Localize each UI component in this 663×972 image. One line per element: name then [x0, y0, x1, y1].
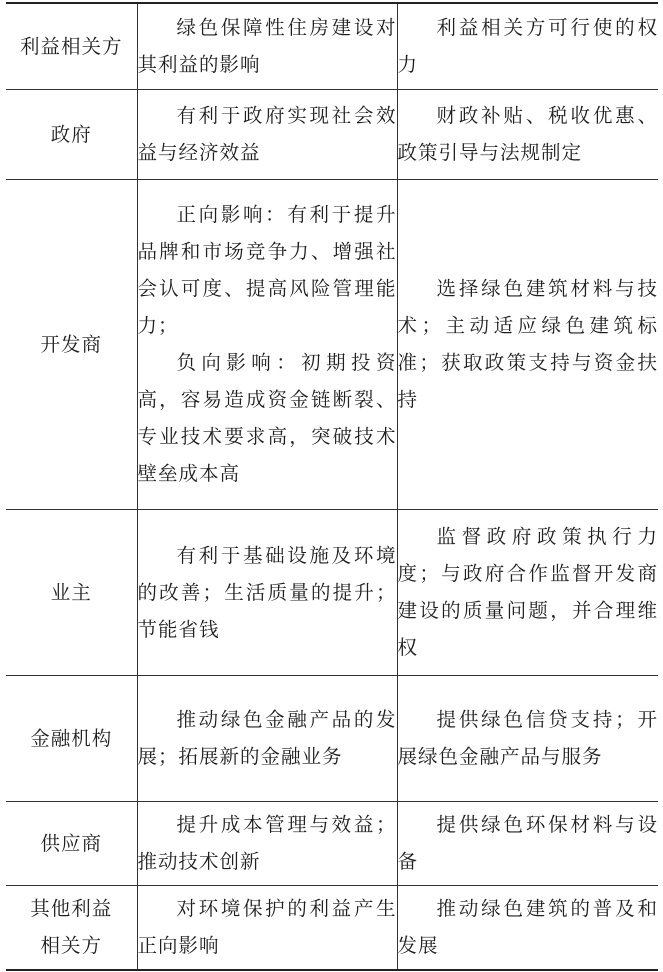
table-row — [6, 509, 658, 675]
impact-text-negative: 负向影响：初期投资高，容易造成资金链断裂、专业技术要求高，突破技术壁垒成本高 — [137, 351, 397, 485]
power-cell — [397, 509, 658, 675]
header-power-text: 利益相关方可行使的权力 — [397, 16, 658, 77]
stakeholder-name: 供应商 — [6, 801, 137, 885]
stakeholder-name: 其他利益相关方 — [6, 885, 137, 970]
power-text: 推动绿色建筑的普及和发展 — [397, 897, 658, 958]
power-cell — [397, 179, 658, 509]
impact-text: 提升成本管理与效益；推动技术创新 — [137, 813, 397, 873]
power-text: 选择绿色建筑材料与技术；主动适应绿色建筑标准；获取政策支持与资金扶持 — [397, 277, 658, 411]
power-cell — [397, 89, 658, 179]
impact-cell — [137, 509, 397, 675]
power-cell — [397, 801, 658, 885]
impact-cell — [137, 675, 397, 801]
power-cell — [397, 885, 658, 970]
power-text: 财政补贴、税收优惠、政策引导与法规制定 — [397, 104, 658, 164]
table-row — [6, 801, 658, 885]
table-row — [6, 179, 658, 509]
stakeholder-name: 政府 — [6, 89, 137, 179]
impact-text: 有利于基础设施及环境的改善；生活质量的提升；节能省钱 — [137, 543, 397, 641]
header-stakeholder: 利益相关方 — [6, 3, 137, 89]
impact-text-positive: 正向影响：有利于提升品牌和市场竞争力、增强社会认可度、提高风险管理能力； — [137, 203, 397, 337]
table-row — [6, 675, 658, 801]
impact-cell — [137, 801, 397, 885]
power-text: 监督政府政策执行力度；与政府合作监督开发商建设的质量问题，并合理维权 — [397, 525, 658, 659]
impact-cell — [137, 885, 397, 970]
impact-text: 对环境保护的利益产生正向影响 — [137, 897, 397, 958]
stakeholder-name: 金融机构 — [6, 675, 137, 801]
table-row — [6, 885, 658, 970]
header-power — [397, 3, 658, 89]
header-impact-text: 绿色保障性住房建设对其利益的影响 — [137, 16, 397, 77]
power-text: 提供绿色信贷支持；开展绿色金融产品与服务 — [397, 708, 658, 768]
power-cell — [397, 675, 658, 801]
stakeholder-table — [6, 2, 658, 971]
impact-text: 有利于政府实现社会效益与经济效益 — [137, 104, 397, 164]
power-text: 提供绿色环保材料与设备 — [397, 813, 658, 873]
stakeholder-name: 业主 — [6, 509, 137, 675]
impact-cell — [137, 179, 397, 509]
table-header-row — [6, 3, 658, 89]
stakeholder-name: 开发商 — [6, 179, 137, 509]
impact-cell — [137, 89, 397, 179]
impact-text: 推动绿色金融产品的发展；拓展新的金融业务 — [137, 708, 397, 768]
header-impact — [137, 3, 397, 89]
table-row — [6, 89, 658, 179]
